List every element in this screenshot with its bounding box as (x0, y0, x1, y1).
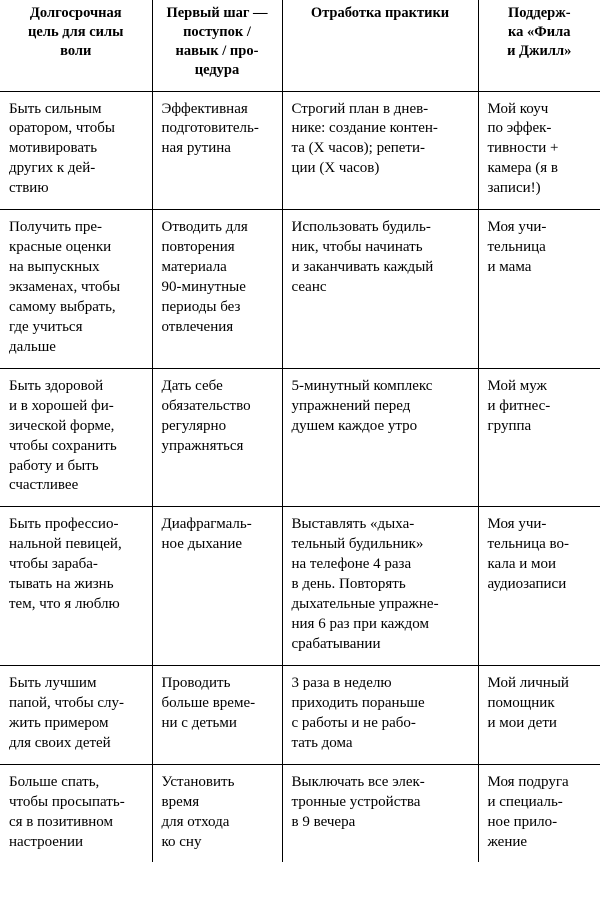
cell-text: Быть профессио- нальной певицей, чтобы зараба- тывать на жизнь тем, что я люблю (9, 516, 122, 613)
cell-text: Моя подруга и специаль- ное прило- жение (487, 773, 569, 850)
cell-long-term-goal (0, 368, 152, 507)
cell-first-step (152, 368, 282, 507)
cell-text: 5-минутный комплекс упражнений перед душем каждое утро (291, 377, 433, 434)
cell-practice (282, 91, 478, 210)
cell-long-term-goal (0, 665, 152, 764)
table-header (0, 0, 600, 91)
cell-support (478, 507, 600, 666)
cell-text: Моя учи- тельница во- кала и мои аудиозаписи (487, 516, 570, 593)
cell-text: Использовать будиль- ник, чтобы начинать и заканчивать каждый сеанс (291, 219, 434, 295)
cell-text: Моя учи- тельница и мама (487, 219, 547, 276)
cell-first-step (152, 764, 282, 862)
column-header-practice-label: Отработка практики (310, 5, 450, 21)
table-row (0, 665, 600, 764)
column-header-first-step (152, 0, 282, 91)
cell-support (478, 368, 600, 507)
cell-text: Быть лучшим папой, чтобы слу- жить примером для своих детей (9, 674, 125, 751)
cell-practice (282, 368, 478, 507)
cell-first-step (152, 507, 282, 666)
cell-text: Выставлять «дыха- тельный будильник» на телефоне 4 раза в день. Повторять дыхательные упражне- ния 6 раз при каждом срабатывании (291, 516, 439, 652)
cell-practice (282, 764, 478, 862)
cell-text: Строгий план в днев- нике: создание контен- та (Х часов); репети- ции (Х часов) (291, 100, 438, 177)
table-row (0, 507, 600, 666)
cell-practice (282, 507, 478, 666)
cell-text: Эффективная подготовитель- ная рутина (161, 100, 259, 157)
table-row (0, 764, 600, 862)
cell-support (478, 665, 600, 764)
table-row (0, 91, 600, 210)
column-header-support-label: Поддерж- ка «Фила и Джилл» (507, 5, 572, 60)
cell-support (478, 210, 600, 369)
cell-text: Мой муж и фитнес- группа (487, 377, 551, 434)
cell-long-term-goal (0, 91, 152, 210)
cell-first-step (152, 665, 282, 764)
cell-text: Проводить больше време- ни с детьми (161, 674, 256, 731)
cell-long-term-goal (0, 507, 152, 666)
cell-text: Быть сильным оратором, чтобы мотивировать других к дей- ствию (9, 100, 115, 197)
cell-long-term-goal (0, 764, 152, 862)
cell-text: Дать себе обязательство регулярно упражняться (161, 377, 251, 454)
cell-text: Диафрагмаль- ное дыхание (161, 516, 252, 553)
table-body (0, 91, 600, 862)
cell-text: Больше спать, чтобы просыпать- ся в позитивном настроении (9, 773, 125, 850)
cell-support (478, 764, 600, 862)
column-header-practice (282, 0, 478, 91)
cell-text: Получить пре- красные оценки на выпускных экзаменах, чтобы самому выбрать, где учиться дальше (9, 219, 121, 355)
cell-text: Быть здоровой и в хорошей фи- зической форме, чтобы сохранить работу и быть счастливее (9, 377, 117, 494)
cell-text: Мой коуч по эффек- тивности + камера (я в записи!) (487, 100, 559, 197)
cell-practice (282, 665, 478, 764)
column-header-first-step-label: Первый шаг — поступок / навык / про- цедура (166, 5, 268, 79)
cell-long-term-goal (0, 210, 152, 369)
column-header-long-term-goal-label: Долгосрочная цель для силы воли (28, 5, 124, 60)
column-header-support (478, 0, 600, 91)
cell-text: Мой личный помощник и мои дети (487, 674, 569, 731)
cell-text: Установить время для отхода ко сну (161, 773, 235, 850)
table-row (0, 210, 600, 369)
cell-text: Выключать все элек- тронные устройства в 9 вечера (291, 773, 425, 830)
cell-first-step (152, 91, 282, 210)
cell-practice (282, 210, 478, 369)
cell-text: 3 раза в неделю приходить пораньше с работы и не рабо- тать дома (291, 674, 425, 751)
table-row (0, 368, 600, 507)
table-header-row (0, 0, 600, 91)
column-header-long-term-goal (0, 0, 152, 91)
cell-text: Отводить для повторения материала 90-минутные периоды без отвлечения (161, 219, 248, 335)
cell-support (478, 91, 600, 210)
cell-first-step (152, 210, 282, 369)
